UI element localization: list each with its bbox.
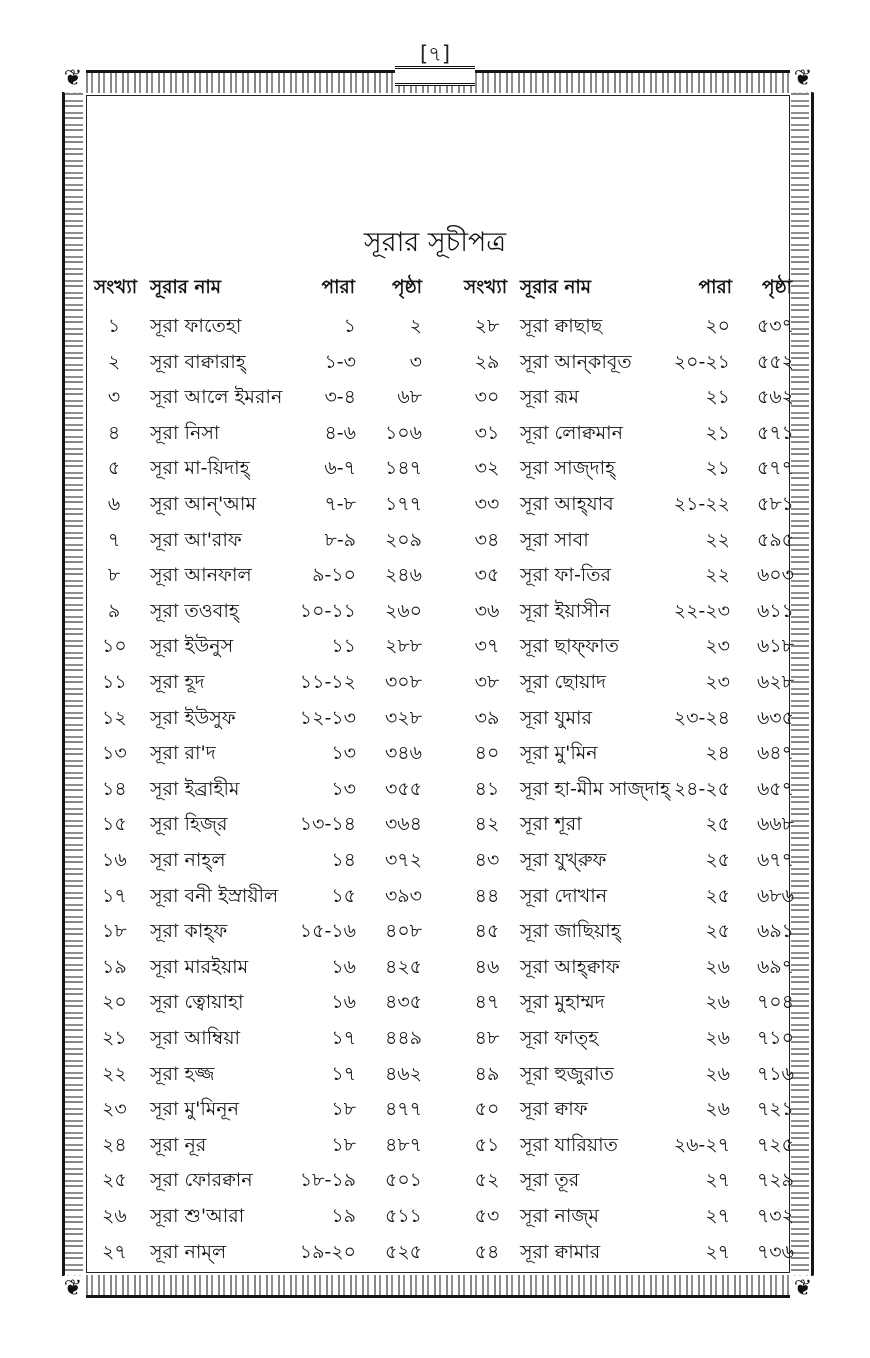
- right-row-no: ৪৯: [474, 1062, 500, 1085]
- left-row-para: ১৯: [331, 1205, 356, 1227]
- left-row-para: ১০-১১: [299, 599, 356, 622]
- right-row-no: ৩৮: [474, 671, 500, 693]
- left-row-page: ৪৭৭: [384, 1098, 422, 1121]
- left-row-no: ১৩: [102, 742, 127, 765]
- right-row-name: সূরা যারিয়াত: [520, 1133, 618, 1156]
- right-row-para: ২১: [705, 421, 730, 444]
- right-row-para: ২৭: [705, 1240, 730, 1263]
- right-row-page: ৬৯৭: [756, 955, 794, 978]
- left-row-name: সূরা ইউনুস: [150, 635, 234, 658]
- left-row-name: সূরা মা-য়িদাহ্: [150, 457, 250, 480]
- right-row-page: ৭৩২: [756, 1205, 794, 1227]
- right-row-page: ৫৫২: [756, 350, 794, 373]
- right-row-no: ৪২: [474, 813, 500, 836]
- left-row-name: সূরা হূদ: [150, 671, 205, 693]
- right-row-para: ২৩: [705, 671, 730, 693]
- left-row-no: ৭: [107, 528, 121, 551]
- right-row-para: ২৩: [705, 635, 730, 658]
- corner-ornament-icon: ❦: [790, 66, 816, 92]
- right-row-no: ৩৫: [474, 564, 500, 587]
- left-row-name: সূরা ফোরক্বান: [150, 1169, 253, 1192]
- right-row-name: সূরা শূরা: [520, 813, 582, 836]
- corner-ornament-icon: ❦: [60, 1276, 86, 1302]
- right-row-para: ২১: [705, 386, 730, 409]
- left-row-no: ১৯: [102, 955, 127, 978]
- right-row-no: ৫২: [474, 1169, 500, 1192]
- right-row-page: ৫৩৭: [756, 315, 794, 337]
- right-row-page: ৭২৫: [756, 1133, 794, 1156]
- left-row-no: ১৮: [102, 920, 127, 943]
- right-row-name: সূরা ছাফ্‌ফাত: [520, 635, 619, 658]
- right-row-no: ২৮: [474, 315, 500, 337]
- header-page-right: পৃষ্ঠা: [762, 277, 792, 298]
- right-row-no: ৪৪: [474, 884, 500, 907]
- left-row-para: ১৪: [331, 849, 356, 871]
- left-row-no: ৮: [107, 564, 121, 587]
- right-row-page: ৭২১: [756, 1098, 794, 1121]
- header-page-left: পৃষ্ঠা: [392, 277, 422, 298]
- left-row-page: ৪৩৫: [384, 991, 422, 1014]
- left-row-para: ১৩: [331, 777, 356, 800]
- right-row-para: ২৫: [705, 849, 730, 871]
- right-row-page: ৭১০: [756, 1027, 794, 1049]
- left-row-page: ৪২৫: [384, 955, 422, 978]
- left-row-page: ২৪৬: [384, 564, 422, 587]
- right-row-para: ২৬: [705, 1062, 730, 1085]
- left-row-no: ৫: [107, 457, 121, 480]
- left-row-name: সূরা নূর: [150, 1133, 207, 1156]
- right-row-para: ২৭: [705, 1205, 730, 1227]
- right-row-page: ৫৭১: [756, 421, 794, 444]
- left-row-page: ২৬০: [384, 599, 422, 622]
- left-row-page: ২০৯: [384, 528, 422, 551]
- right-row-para: ২১: [705, 457, 730, 480]
- left-row-page: ৩০৮: [384, 671, 422, 693]
- right-row-para: ২৬: [705, 991, 730, 1014]
- left-row-name: সূরা আ'রাফ: [150, 528, 242, 551]
- right-row-name: সূরা নাজ্‌ম: [520, 1205, 599, 1227]
- left-row-page: ৫২৫: [384, 1240, 422, 1263]
- right-row-para: ২৬-২৭: [673, 1133, 730, 1156]
- right-row-page: ৬১৮: [756, 635, 794, 658]
- right-row-name: সূরা যুমার: [520, 706, 593, 729]
- left-row-no: ১৭: [102, 884, 127, 907]
- left-row-para: ১১-১২: [299, 671, 356, 693]
- left-row-name: সূরা আন্'আম: [150, 493, 256, 515]
- left-row-para: ১৯-২০: [299, 1240, 356, 1263]
- right-row-name: সূরা ফা-তির: [520, 564, 611, 587]
- left-row-page: ৩৬৪: [384, 813, 422, 836]
- right-row-page: ৭৩৬: [756, 1240, 794, 1263]
- right-row-no: ৩২: [474, 457, 500, 480]
- left-row-no: ২০: [102, 991, 127, 1014]
- left-row-para: ৯-১০: [312, 564, 356, 587]
- right-row-no: ৪৮: [474, 1027, 500, 1049]
- right-row-name: সূরা ক্বাফ: [520, 1098, 588, 1121]
- right-row-para: ২৫: [705, 884, 730, 907]
- left-row-name: সূরা মারইয়াম: [150, 955, 249, 978]
- right-row-page: ৬৪৭: [756, 742, 794, 765]
- right-row-page: ৬২৮: [756, 671, 794, 693]
- left-row-name: সূরা হজ্জ: [150, 1062, 215, 1085]
- right-row-no: ৫১: [474, 1133, 500, 1156]
- left-row-no: ২৫: [102, 1169, 127, 1192]
- left-row-name: সূরা ফাতেহা: [150, 315, 242, 337]
- right-row-para: ২৩-২৪: [673, 706, 730, 729]
- left-row-name: সূরা নিসা: [150, 421, 220, 444]
- left-row-name: সূরা আম্বিয়া: [150, 1027, 241, 1049]
- right-row-no: ৪৭: [474, 991, 500, 1014]
- right-row-no: ৫০: [474, 1098, 500, 1121]
- left-row-name: সূরা আলে ইমরান: [150, 386, 283, 409]
- right-row-page: ৬১১: [756, 599, 794, 622]
- right-row-para: ২২: [705, 528, 730, 551]
- right-row-name: সূরা আহ্‌যাব: [520, 493, 614, 515]
- right-row-no: ৩৪: [474, 528, 500, 551]
- right-row-name: সূরা রূম: [520, 386, 579, 409]
- right-row-name: সূরা ছোয়াদ: [520, 671, 606, 693]
- left-row-page: ৪৮৭: [384, 1133, 422, 1156]
- right-row-page: ৭০৪: [756, 991, 794, 1014]
- right-row-page: ৬৩৫: [756, 706, 794, 729]
- left-row-para: ১-৩: [324, 350, 356, 373]
- right-row-no: ৪৬: [474, 955, 500, 978]
- left-row-name: সূরা বাক্বারাহ্: [150, 350, 246, 373]
- right-row-page: ৭১৬: [756, 1062, 794, 1085]
- left-row-para: ৬-৭: [324, 457, 356, 480]
- left-row-name: সূরা রা'দ: [150, 742, 216, 765]
- left-row-para: ১৫: [331, 884, 356, 907]
- left-row-para: ৪-৬: [324, 421, 356, 444]
- right-row-no: ৩০: [474, 386, 500, 409]
- right-row-name: সূরা জাছিয়াহ্: [520, 920, 621, 943]
- left-row-page: ৩: [409, 350, 422, 373]
- page-number: [৭]: [419, 42, 451, 66]
- right-row-name: সূরা হা-মীম সাজ্‌দাহ্: [520, 777, 671, 800]
- right-row-para: ২৬: [705, 1098, 730, 1121]
- right-row-page: ৬৯১: [756, 920, 794, 943]
- right-row-no: ৪৩: [474, 849, 500, 871]
- right-row-para: ২২-২৩: [673, 599, 730, 622]
- right-row-name: সূরা লোক্বমান: [520, 421, 623, 444]
- left-row-page: ১৪৭: [384, 457, 422, 480]
- right-row-name: সূরা ক্বাছাছ: [520, 315, 603, 337]
- left-row-para: ৭-৮: [324, 493, 356, 515]
- left-row-no: ২৬: [102, 1205, 127, 1227]
- left-row-para: ১২-১৩: [299, 706, 356, 729]
- left-row-page: ৫১১: [385, 1205, 422, 1227]
- right-row-name: সূরা সাজ্‌দাহ্: [520, 457, 616, 480]
- right-row-para: ২০-২১: [673, 350, 730, 373]
- left-row-name: সূরা হিজ্‌র: [150, 813, 228, 836]
- left-row-no: ১৬: [102, 849, 127, 871]
- right-row-no: ৩১: [474, 421, 500, 444]
- left-row-page: ১৭৭: [384, 493, 422, 515]
- left-row-no: ৯: [107, 599, 121, 622]
- left-row-no: ১৫: [102, 813, 127, 836]
- right-row-name: সূরা আহ্‌ক্বাফ: [520, 955, 620, 978]
- right-row-page: ৬৫৭: [756, 777, 794, 800]
- left-row-no: ২৭: [102, 1240, 127, 1263]
- right-row-para: ২২: [705, 564, 730, 587]
- left-row-name: সূরা ইব্রাহীম: [150, 777, 240, 800]
- left-row-page: ২৮৮: [384, 635, 422, 658]
- left-row-page: ১০৬: [384, 421, 422, 444]
- right-row-page: ৬৬৮: [756, 813, 794, 836]
- left-row-page: ৬৮: [397, 386, 422, 409]
- left-row-page: ৩৭২: [384, 849, 422, 871]
- left-row-no: ২১: [102, 1027, 127, 1049]
- right-row-page: ৫৬২: [756, 386, 794, 409]
- left-row-para: ১৩: [331, 742, 356, 765]
- right-row-name: সূরা তূর: [520, 1169, 580, 1192]
- left-row-name: সূরা তওবাহ্: [150, 599, 239, 622]
- corner-ornament-icon: ❦: [60, 66, 86, 92]
- header-para-right: পারা: [698, 277, 732, 298]
- left-row-name: সূরা মু'মিনূন: [150, 1098, 239, 1121]
- left-row-page: ৩২৮: [384, 706, 422, 729]
- right-row-para: ২১-২২: [673, 493, 730, 515]
- left-row-name: সূরা ত্বোয়াহা: [150, 991, 244, 1014]
- left-row-name: সূরা কাহ্‌ফ: [150, 920, 228, 943]
- left-row-para: ১৩-১৪: [299, 813, 356, 836]
- header-number-right: সংখ্যা: [464, 277, 508, 298]
- right-row-no: ৩৯: [474, 706, 500, 729]
- right-row-para: ২৪-২৫: [673, 777, 730, 800]
- page-title: সূরার সূচীপত্র: [363, 227, 507, 258]
- right-row-no: ৫৩: [474, 1205, 500, 1227]
- right-row-name: সূরা ফাত্‌হ: [520, 1027, 599, 1049]
- left-row-no: ১৪: [102, 777, 127, 800]
- right-row-no: ৫৪: [474, 1240, 500, 1263]
- left-row-page: ৩৯৩: [384, 884, 422, 907]
- left-row-page: ৩৫৫: [384, 777, 422, 800]
- right-row-para: ২৪: [705, 742, 730, 765]
- right-row-page: ৭২৯: [756, 1169, 794, 1192]
- right-row-name: সূরা দোখান: [520, 884, 608, 907]
- right-row-page: ৫৮১: [757, 493, 794, 515]
- left-row-para: ১৬: [331, 991, 356, 1014]
- left-row-para: ১১: [331, 635, 356, 658]
- right-row-page: ৬৭৭: [756, 849, 794, 871]
- right-row-no: ৩৬: [474, 599, 500, 622]
- left-row-name: সূরা শু'আরা: [150, 1205, 245, 1227]
- left-row-para: ১৮: [331, 1098, 356, 1121]
- left-row-no: ১১: [102, 671, 127, 693]
- left-row-name: সূরা ইউসুফ: [150, 706, 236, 729]
- right-row-no: ৪৫: [474, 920, 500, 943]
- right-row-no: ৩৭: [474, 635, 500, 658]
- right-row-para: ২৬: [705, 1027, 730, 1049]
- left-row-no: ৬: [107, 493, 121, 515]
- right-row-name: সূরা ক্বামার: [520, 1240, 601, 1263]
- left-row-para: ১৮-১৯: [299, 1169, 356, 1192]
- right-row-page: ৬৮৬: [756, 884, 794, 907]
- left-row-para: ১৭: [331, 1027, 356, 1049]
- left-row-name: সূরা আনফাল: [150, 564, 252, 587]
- left-row-page: ৪০৮: [384, 920, 422, 943]
- right-row-para: ২০: [705, 315, 730, 337]
- right-row-name: সূরা হুজুরাত: [520, 1062, 614, 1085]
- left-row-name: সূরা বনী ইস্রায়ীল: [150, 884, 279, 907]
- corner-ornament-icon: ❦: [790, 1276, 816, 1302]
- left-row-name: সূরা নাহ্‌ল: [150, 849, 226, 871]
- left-row-no: ২: [107, 350, 121, 373]
- left-row-para: ১৫-১৬: [299, 920, 356, 943]
- left-row-para: ১৭: [331, 1062, 356, 1085]
- header-name-right: সূরার নাম: [520, 277, 592, 298]
- right-row-para: ২৫: [705, 813, 730, 836]
- right-row-page: ৬০৩: [756, 564, 794, 587]
- right-row-no: ৪১: [474, 777, 500, 800]
- left-row-para: ১৬: [331, 955, 356, 978]
- left-row-para: ১৮: [331, 1133, 356, 1156]
- right-row-para: ২৭: [705, 1169, 730, 1192]
- left-row-no: ২২: [102, 1062, 127, 1085]
- left-row-page: ৪৬২: [384, 1062, 422, 1085]
- header-para-left: পারা: [321, 277, 355, 298]
- left-row-page: ৩৪৬: [384, 742, 422, 765]
- right-row-no: ৪০: [474, 742, 500, 765]
- left-row-name: সূরা নাম্‌ল: [150, 1240, 227, 1263]
- left-row-page: ৪৪৯: [385, 1027, 422, 1049]
- left-row-no: ২৩: [102, 1098, 127, 1121]
- left-row-para: ১: [343, 315, 356, 337]
- left-row-para: ৩-৪: [324, 386, 356, 409]
- left-row-page: ৫০১: [384, 1169, 422, 1192]
- right-row-name: সূরা মুহাম্মদ: [520, 991, 605, 1014]
- left-row-no: ১: [107, 315, 121, 337]
- left-row-para: ৮-৯: [324, 528, 356, 551]
- left-row-no: ১২: [102, 706, 127, 729]
- right-row-name: সূরা ইয়াসীন: [520, 599, 611, 622]
- left-row-page: ২: [409, 315, 422, 337]
- right-row-name: সূরা আন্‌কাবূত: [520, 350, 632, 373]
- left-row-no: ৪: [107, 421, 121, 444]
- header-name-left: সূরার নাম: [150, 277, 222, 298]
- left-row-no: ২৪: [102, 1133, 127, 1156]
- right-row-no: ৩৩: [474, 493, 500, 515]
- right-row-name: সূরা সাবা: [520, 528, 589, 551]
- right-row-para: ২৫: [705, 920, 730, 943]
- right-row-page: ৫৯৫: [757, 528, 794, 551]
- header-number-left: সংখ্যা: [94, 277, 138, 298]
- right-row-page: ৫৭৭: [756, 457, 794, 480]
- right-row-no: ২৯: [474, 350, 500, 373]
- right-row-name: সূরা যুখ্‌রুফ: [520, 849, 607, 871]
- right-row-name: সূরা মু'মিন: [520, 742, 598, 765]
- left-row-no: ৩: [107, 386, 121, 409]
- right-row-para: ২৬: [705, 955, 730, 978]
- left-row-no: ১০: [102, 635, 127, 658]
